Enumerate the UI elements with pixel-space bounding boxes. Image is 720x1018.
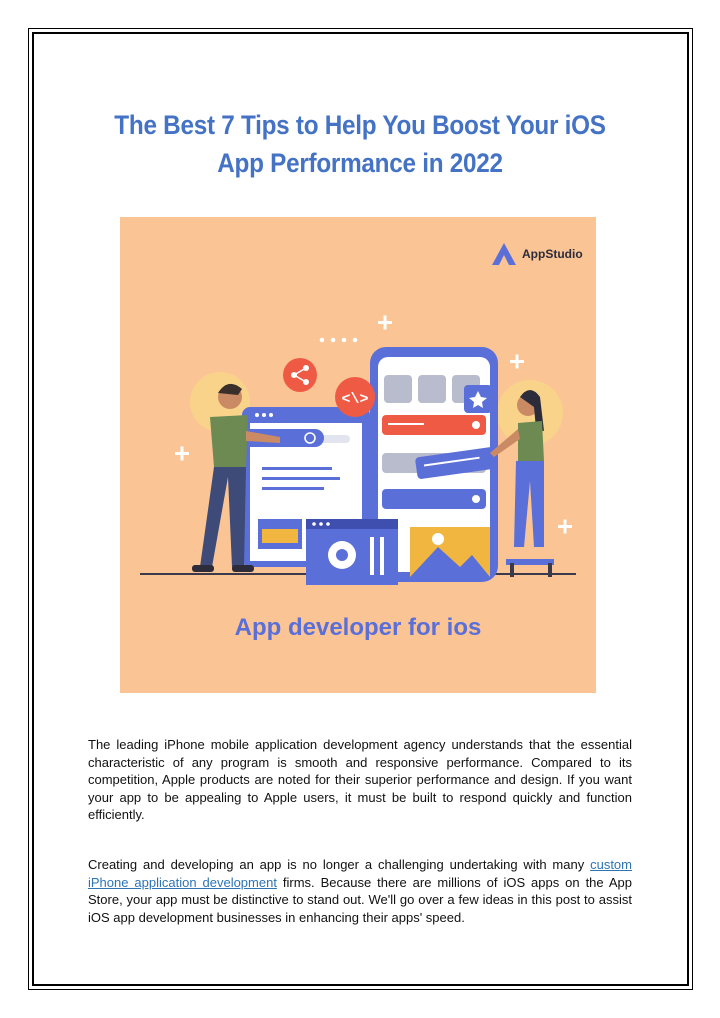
title-line-1: The Best 7 Tips to Help You Boost Your iOS (114, 110, 606, 141)
appstudio-logo (492, 243, 583, 265)
second-paragraph (88, 856, 632, 926)
paragraph2-text-start: Creating and developing an app is no longer a challenging undertaking with many (88, 857, 591, 872)
title-line-2: App Performance in 2022 (217, 148, 503, 179)
brand-name: AppStudio (522, 247, 583, 261)
paragraph2-text-end: firms. Because there are millions of iOS apps on the App Store, your app must be distinctive to stand out. We'll go over a few ideas in this post to assist iOS app development businesses in enhancing their apps' speed. (88, 874, 632, 925)
custom-iphone-dev-link[interactable]: custom iPhone application development (88, 857, 632, 890)
hero-illustration (120, 217, 596, 693)
intro-paragraph: The leading iPhone mobile application development agency understands that the essential characteristic of any program is smooth and responsive performance. Compared to its competition, Apple products are noted for their superior performance and design. If you want your app to be appealing to Apple users, it must be built to respond quickly and function efficiently. (88, 737, 632, 822)
page-title (90, 106, 630, 182)
hero-caption: App developer for ios (234, 614, 482, 641)
settings-panel (306, 519, 398, 585)
hero-artwork (120, 217, 596, 693)
svg-text:<\>: <\> (341, 391, 369, 408)
